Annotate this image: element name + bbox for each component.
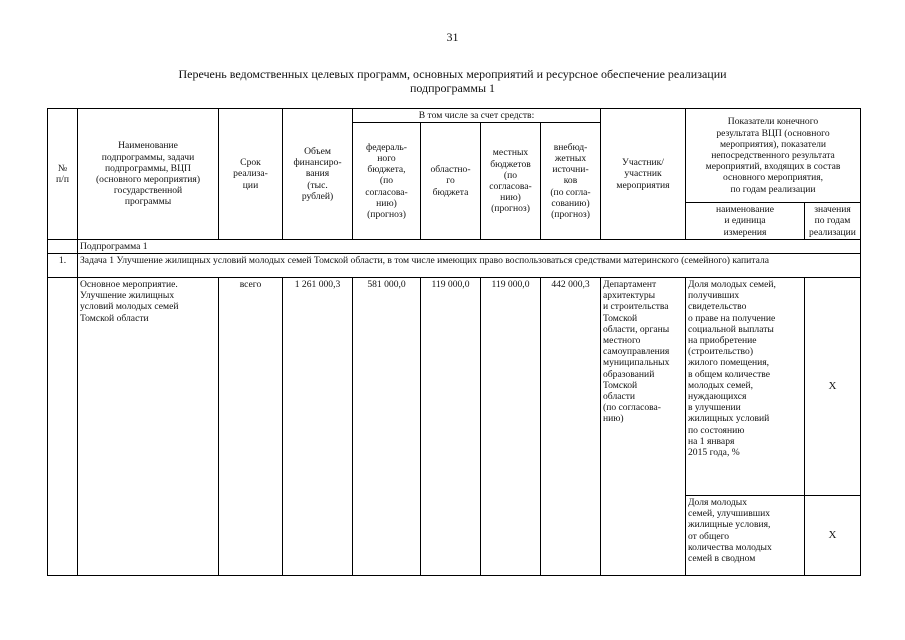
task-row: [48, 254, 861, 278]
main-activity-row: [48, 278, 861, 496]
header-extra: внебюд- жетных источни- ков (по согла- сованию) (прогноз): [541, 123, 601, 240]
main-activity-name: Основное мероприятие. Улучшение жилищных условий молодых семей Томской области: [78, 278, 219, 576]
indicator-2-name: Доля молодых семей, улучшивших жилищные условия, от общего количества молодых семей в сводном: [686, 496, 805, 576]
document-title: [60, 67, 845, 95]
header-indicator-name: наименование и единица измерения: [686, 203, 805, 240]
header-indicators: Показатели конечного результата ВЦП (основного мероприятия), показатели непосредственного результата мероприятий, входящих в состав основного мероприятия, по годам реализации: [686, 109, 861, 203]
header-row-1: [48, 109, 861, 123]
indicator-1-value: Х: [805, 278, 861, 496]
subprogram-row: [48, 239, 861, 253]
header-volume: Объем финансиро- вания (тыс. рублей): [283, 109, 353, 240]
page-number: 31: [446, 30, 459, 44]
indicator-2-value: Х: [805, 496, 861, 576]
subprogram-num-cell: [48, 239, 78, 253]
header-indicator-values: значения по годам реализации: [805, 203, 861, 240]
task-text: Задача 1 Улучшение жилищных условий молодых семей Томской области, в том числе имеющих право воспользоваться средствами материнского (семейного) капитала: [78, 254, 861, 278]
main-activity-federal: 581 000,0: [353, 278, 421, 576]
main-activity-local: 119 000,0: [481, 278, 541, 576]
header-local: местных бюджетов (по согласова- нию) (прогноз): [481, 123, 541, 240]
main-activity-participant: Департамент архитектуры и строительства Томской области, органы местного самоуправления муниципальных образований Томской области (по согласова- нию): [601, 278, 686, 576]
main-activity-regional: 119 000,0: [421, 278, 481, 576]
main-activity-term: всего: [219, 278, 283, 576]
title-line-2: подпрограммы 1: [409, 81, 496, 95]
indicator-1-name: Доля молодых семей, получивших свидетельство о праве на получение социальной выплаты на приобретение (строительство) жилого помещения, в общем количестве молодых семей, нуждающихся в улучшении жилищных условий по состоянию на 1 января 2015 года, %: [686, 278, 805, 496]
header-regional: областно- го бюджета: [421, 123, 481, 240]
task-num: 1.: [48, 254, 78, 278]
header-including: В том числе за счет средств:: [353, 109, 601, 123]
main-activity-extra: 442 000,3: [541, 278, 601, 576]
program-table: [47, 108, 861, 576]
header-participant: Участник/ участник мероприятия: [601, 109, 686, 240]
subprogram-label: Подпрограмма 1: [78, 239, 861, 253]
header-num: № п/п: [48, 109, 78, 240]
main-activity-volume: 1 261 000,3: [283, 278, 353, 576]
header-federal: федераль- ного бюджета, (по согласова- нию) (прогноз): [353, 123, 421, 240]
header-term: Срок реализа- ции: [219, 109, 283, 240]
title-line-1: Перечень ведомственных целевых программ, основных мероприятий и ресурсное обеспечение реализации: [178, 67, 727, 81]
main-num-cell: [48, 278, 78, 576]
header-name: Наименование подпрограммы, задачи подпрограммы, ВЦП (основного мероприятия) государственной программы: [78, 109, 219, 240]
